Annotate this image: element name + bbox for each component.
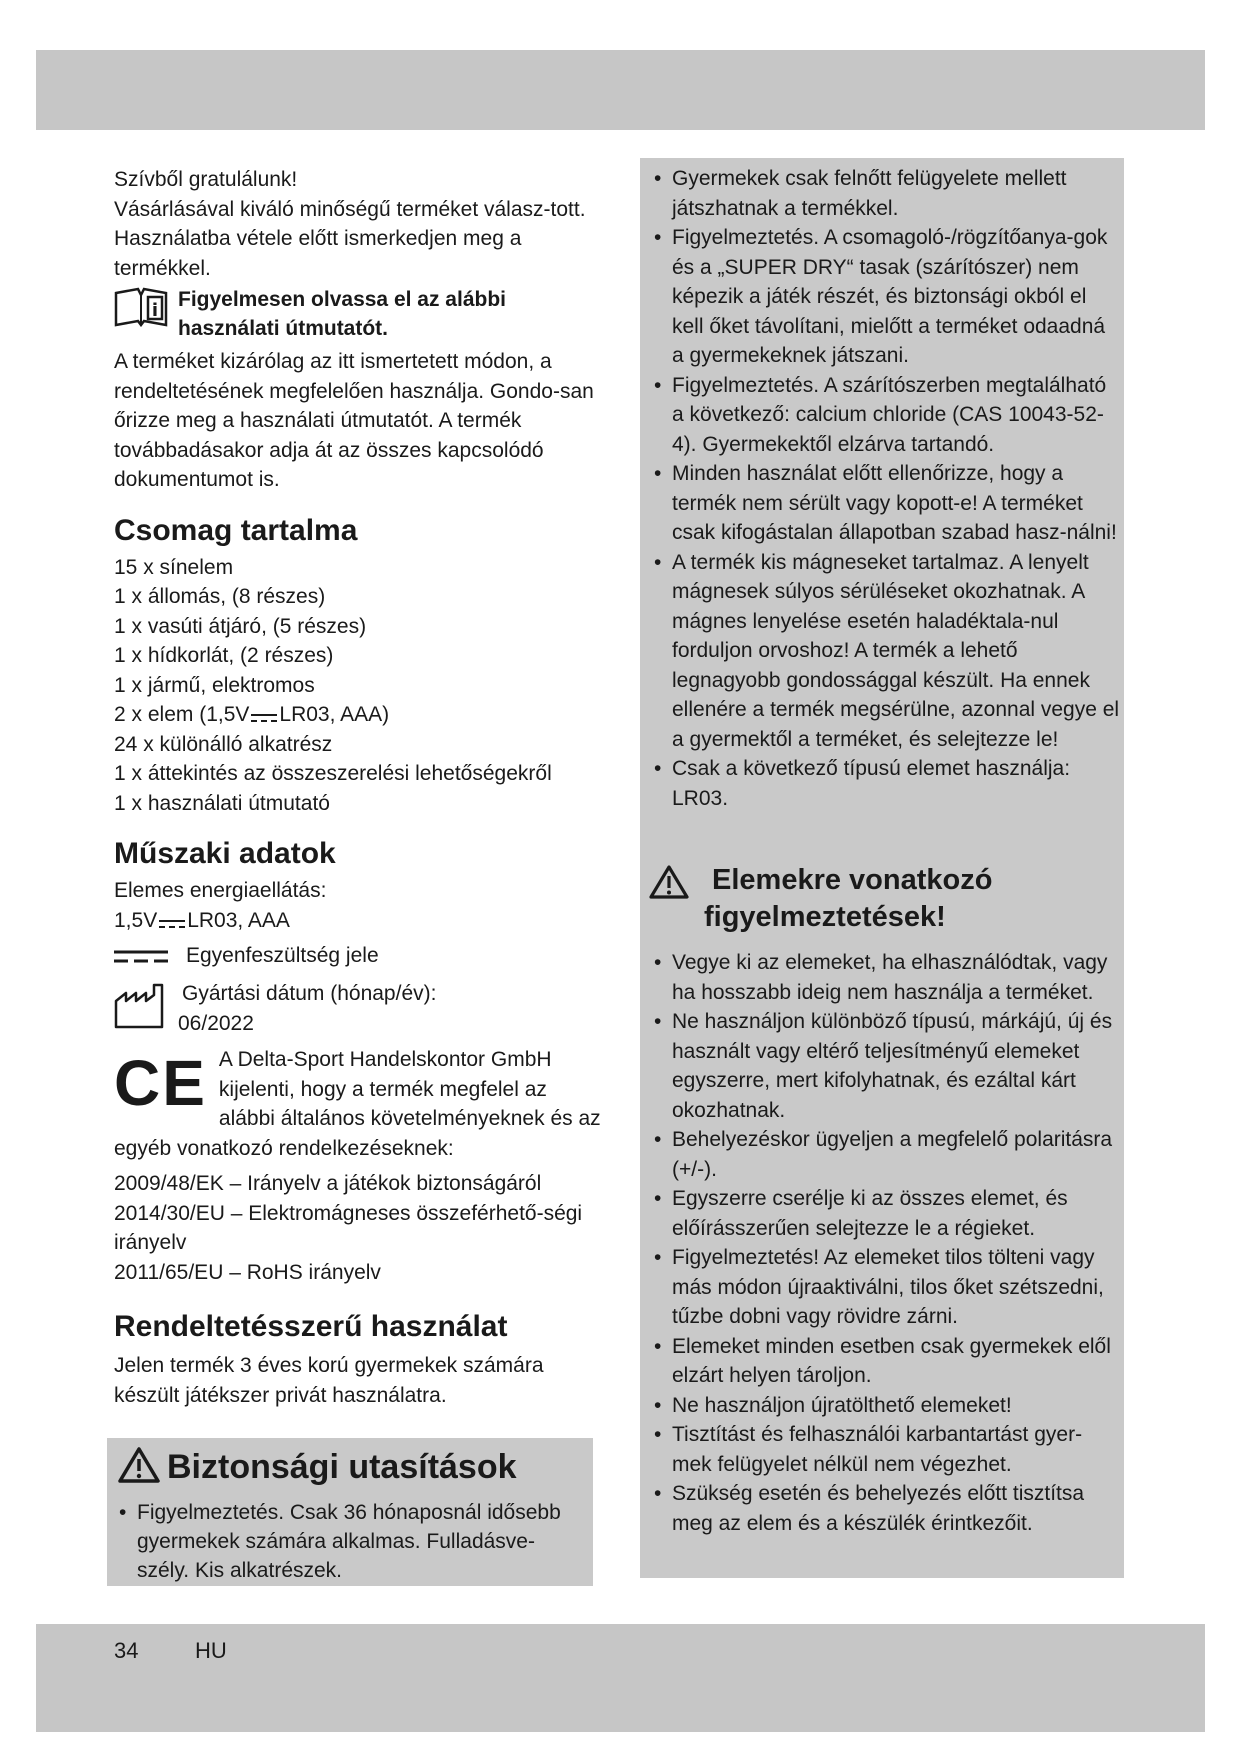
ce-declaration-text: A Delta-Sport Handelskontor GmbH kijelenti, hogy a termék megfelel az alábbi általános követelményeknek és az egyéb vonatkozó rendelkezéseknek: — [114, 1048, 601, 1160]
contents-item: 1 x állomás, (8 részes) — [114, 585, 326, 608]
battery-warnings-list — [650, 948, 1120, 1538]
dc-symbol-label: Egyenfeszültség jele — [186, 944, 379, 967]
safety-item: • Minden használat előtt ellenőrizze, hogy a termék nem sérült vagy kopott-e! A terméket csak kifogástalan állapotban szabad hasz-nálni! — [650, 459, 1120, 548]
tech-power-value — [114, 906, 604, 936]
header-bar — [36, 50, 1205, 130]
dc-symbol-row — [114, 941, 604, 973]
tech-power-label: Elemes energiaellátás: — [114, 879, 327, 902]
contents-item: 1 x áttekintés az összeszerelési lehetőségekről — [114, 762, 552, 785]
contents-item: 1 x jármű, elektromos — [114, 673, 315, 697]
contents-item-battery-prefix: 2 x elem (1,5V — [114, 703, 250, 726]
tech-power-type: LR03, AAA — [187, 908, 290, 932]
safety-item: • Figyelmeztetés. Csak 36 hónaposnál idősebb gyermekek számára alkalmas. Fulladásve-szély. Kis alkatrészek. — [115, 1498, 575, 1585]
battery-warning-item: • Tisztítást és felhasználói karbantartást gyer-mek felügyelet nélkül nem végezhet. — [650, 1420, 1120, 1479]
directive-item: 2011/65/EU – RoHS irányelv — [114, 1260, 381, 1284]
safety-item: • Csak a következő típusú elemet használja: LR03. — [650, 754, 1120, 813]
battery-warning-item: • Egyszerre cserélje ki az összes elemet, és előírásszerűen selejtezze le a régieket. — [650, 1184, 1120, 1243]
read-note-line1: Figyelmesen olvassa el az alábbi — [178, 288, 506, 311]
contents-item: 1 x hídkorlát, (2 részes) — [114, 644, 334, 667]
manufacture-date-row — [114, 979, 604, 1039]
warning-triangle-icon — [648, 864, 690, 900]
read-instructions-note — [114, 285, 604, 343]
safety-heading-text: Biztonsági utasítások — [167, 1448, 517, 1486]
battery-warning-item: • Ne használjon újratölthető elemeket! — [650, 1391, 1120, 1421]
contents-item: 15 x sínelem — [114, 555, 234, 579]
intended-use-text: Jelen termék 3 éves korú gyermekek számára készült játékszer privát használatra. — [114, 1354, 544, 1407]
contents-item-battery-suffix: LR03, AAA) — [279, 703, 390, 726]
safety-item: • Figyelmeztetés. A csomagoló-/rögzítőanya-gok és a „SUPER DRY“ tasak (szárítószer) nem képezik a játék részét, és biztonsági okból el kell őket távolítani, mielőtt a terméket odaadná a gyermekeknek játszani. — [650, 223, 1120, 371]
safety-instructions-box — [107, 1438, 593, 1586]
intro-text: Vásárlásával kiváló minőségű terméket válasz-tott. Használatba vétele előtt ismerkedjen meg a termékkel. — [114, 197, 586, 280]
dc-symbol-icon — [251, 714, 277, 716]
dc-voltage-icon — [114, 949, 168, 965]
manufacture-date-value: 06/2022 — [178, 1012, 254, 1035]
language-code: HU — [195, 1638, 227, 1663]
safety-item: • A termék kis mágneseket tartalmaz. A lenyelt mágnesek súlyos sérüléseket okozhatnak. A mágnes lenyelése esetén haladéktala-nul forduljon orvoshoz! A termék a lehető legnagyobb gondossággal készült. Ha ennek ellenére a termék megsérülne, azonnal vegye el a gyermektől a terméket, és selejtezze le! — [650, 548, 1120, 755]
left-column — [114, 165, 604, 1410]
contents-heading: Csomag tartalma — [114, 513, 358, 547]
manual-book-icon — [114, 287, 168, 327]
page-number: 34 — [114, 1638, 139, 1663]
safety-list — [115, 1498, 575, 1585]
directive-item: 2014/30/EU – Elektromágneses összeférhető-ségi irányelv — [114, 1201, 583, 1254]
contents-item: 1 x használati útmutató — [114, 791, 330, 815]
battery-heading-line2: figyelmeztetések! — [704, 901, 946, 933]
intended-use-heading: Rendeltetésszerű használat — [114, 1310, 508, 1343]
safety-item: • Gyermekek csak felnőtt felügyelete mellett játszhatnak a termékkel. — [650, 164, 1120, 223]
battery-warning-item: • Figyelmeztetés! Az elemeket tilos tölteni vagy más módon újraaktiválni, tilos őket szétszedni, tűzbe dobni vagy rövidre zárni. — [650, 1243, 1120, 1332]
contents-item-battery — [114, 700, 604, 730]
battery-warning-item: • Elemeket minden esetben csak gyermekek elől elzárt helyen tároljon. — [650, 1332, 1120, 1391]
contents-item: 24 x különálló alkatrész — [114, 732, 333, 756]
battery-warning-item: • Ne használjon különböző típusú, márkájú, új és használt vagy eltérő teljesítményű elemeket egyszerre, mert kifolyhatnak, és ezáltal kárt okozhatnak. — [650, 1007, 1120, 1125]
directive-item: 2009/48/EK – Irányelv a játékok biztonságáról — [114, 1172, 542, 1195]
battery-warning-item: • Szükség esetén és behelyezés előtt tisztítsa meg az elem és a készülék érintkezőit. — [650, 1479, 1120, 1538]
factory-icon — [114, 983, 166, 1029]
battery-warning-item: • Behelyezéskor ügyeljen a megfelelő polaritásra (+/-). — [650, 1125, 1120, 1184]
svg-text:i: i — [151, 300, 159, 321]
intro-greeting: Szívből gratulálunk! — [114, 168, 298, 191]
manufacture-date-label: Gyártási dátum (hónap/év): — [182, 982, 437, 1005]
read-note-line2: használati útmutatót. — [178, 317, 389, 340]
contents-list — [114, 553, 604, 819]
safety-heading — [117, 1446, 517, 1487]
intro-body: A terméket kizárólag az itt ismertetett módon, a rendeltetésének megfelelően használja. Gondo-san őrizze meg a használati útmutatót. A termék továbbadásakor adja át az összes kapcsolódó dokumentumot is. — [114, 350, 594, 491]
dc-symbol-icon — [159, 920, 185, 922]
ce-declaration — [114, 1045, 604, 1163]
tech-power-voltage: 1,5V — [114, 908, 158, 932]
battery-warnings-heading — [648, 862, 992, 936]
battery-heading-line1: Elemekre vonatkozó — [712, 864, 993, 896]
right-column-panel — [640, 158, 1124, 1578]
safety-list-continued — [650, 164, 1120, 813]
ce-mark-icon: CE — [114, 1047, 207, 1119]
warning-triangle-icon — [117, 1446, 161, 1484]
contents-item: 1 x vasúti átjáró, (5 részes) — [114, 614, 367, 638]
battery-warning-item: • Vegye ki az elemeket, ha elhasználódtak, vagy ha hosszabb ideig nem használja a terméket. — [650, 948, 1120, 1007]
tech-heading: Műszaki adatok — [114, 837, 336, 870]
safety-item: • Figyelmeztetés. A szárítószerben megtalálható a következő: calcium chloride (CAS 10043-52-4). Gyermekektől elzárva tartandó. — [650, 371, 1120, 460]
